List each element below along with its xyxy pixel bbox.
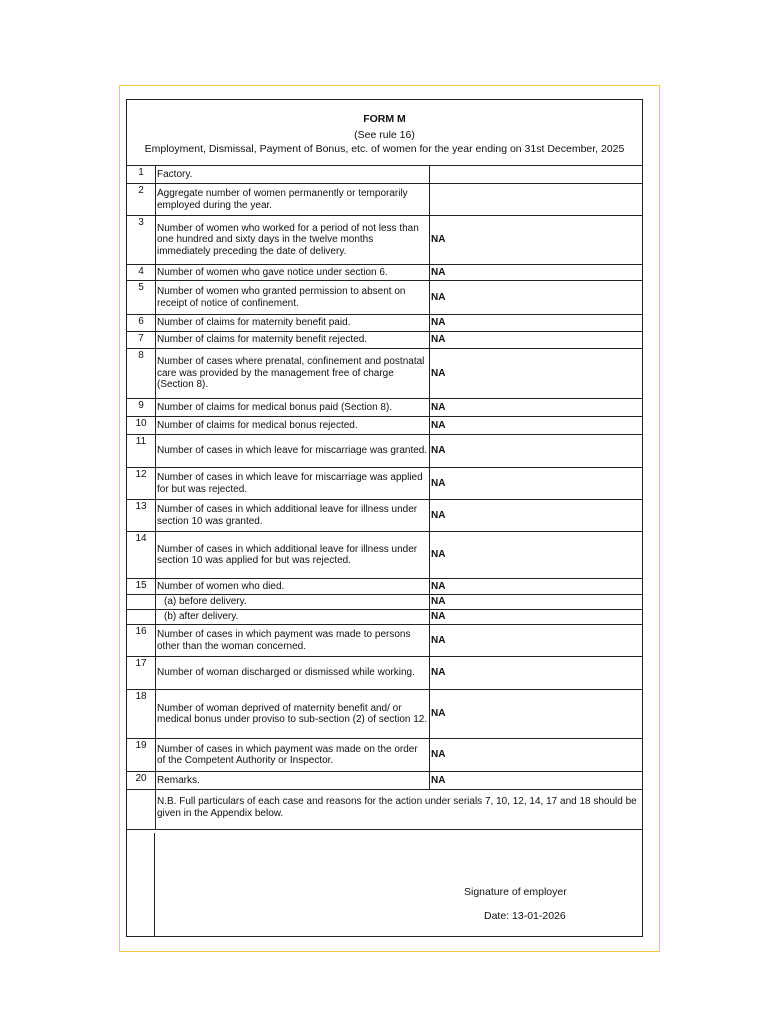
row-value: NA <box>430 579 643 595</box>
row-value: NA <box>430 739 643 772</box>
row-value: NA <box>430 435 643 468</box>
row-number: 19 <box>127 739 156 772</box>
row-description: Number of woman deprived of maternity benefit and/ or medical bonus under proviso to sub-section (2) of section 12. <box>156 690 430 739</box>
row-description: Number of cases in which payment was made to persons other than the woman concerned. <box>156 625 430 657</box>
rule-reference: (See rule 16) <box>354 129 415 141</box>
row-value: NA <box>430 281 643 315</box>
row-number: 16 <box>127 625 156 657</box>
row-number: 1 <box>127 166 156 184</box>
row-number <box>127 595 156 610</box>
row-number: 8 <box>127 349 156 399</box>
table-row <box>127 349 642 399</box>
row-value: NA <box>430 500 643 532</box>
table-row <box>127 435 642 468</box>
row-number: 5 <box>127 281 156 315</box>
row-number: 3 <box>127 216 156 265</box>
row-description: Number of cases in which leave for miscarriage was applied for but was rejected. <box>156 468 430 500</box>
table-row <box>127 772 642 790</box>
table-row <box>127 265 642 281</box>
form-subtitle: Employment, Dismissal, Payment of Bonus, etc. of women for the year ending on 31st December, 2025 <box>144 143 625 155</box>
form-title: FORM M <box>363 113 406 125</box>
row-value: NA <box>430 625 643 657</box>
row-value: NA <box>430 265 643 281</box>
appendix-note: N.B. Full particulars of each case and reasons for the action under serials 7, 10, 12, 14, 17 and 18 should be given in the Appendix below. <box>156 790 643 830</box>
table-row <box>127 315 642 332</box>
row-description: Number of woman discharged or dismissed while working. <box>156 657 430 690</box>
signature-date: Date: 13-01-2026 <box>484 910 566 922</box>
row-description: Number of women who gave notice under section 6. <box>156 265 430 281</box>
row-number: 20 <box>127 772 156 790</box>
table-row <box>127 595 642 610</box>
form-header <box>127 100 642 165</box>
row-description: Factory. <box>156 166 430 184</box>
row-description: Number of cases where prenatal, confinement and postnatal care was provided by the management free of charge (Section 8). <box>156 349 430 399</box>
row-number: 18 <box>127 690 156 739</box>
row-description: Number of cases in which payment was made on the order of the Competent Authority or Inspector. <box>156 739 430 772</box>
table-row <box>127 281 642 315</box>
row-value: NA <box>430 772 643 790</box>
row-value: NA <box>430 595 643 610</box>
table-row <box>127 399 642 417</box>
row-description: Remarks. <box>156 772 430 790</box>
row-value: NA <box>430 468 643 500</box>
row-value: NA <box>430 417 643 435</box>
row-value: NA <box>430 332 643 349</box>
row-value: NA <box>430 315 643 332</box>
row-description: Number of cases in which additional leave for illness under section 10 was granted. <box>156 500 430 532</box>
row-value: NA <box>430 690 643 739</box>
row-description: Number of women who worked for a period of not less than one hundred and sixty days in the twelve months immediately preceding the date of delivery. <box>156 216 430 265</box>
table-row <box>127 216 642 265</box>
row-number: 9 <box>127 399 156 417</box>
row-number: 17 <box>127 657 156 690</box>
row-number: 12 <box>127 468 156 500</box>
row-number: 7 <box>127 332 156 349</box>
table-row <box>127 184 642 216</box>
table-row <box>127 332 642 349</box>
table-row <box>127 739 642 772</box>
row-description: Number of claims for medical bonus rejected. <box>156 417 430 435</box>
row-value: NA <box>430 399 643 417</box>
row-value: NA <box>430 657 643 690</box>
row-value: NA <box>430 610 643 625</box>
table-row <box>127 500 642 532</box>
signature-area <box>127 833 642 937</box>
table-row <box>127 468 642 500</box>
table-row <box>127 690 642 739</box>
row-description: Number of cases in which leave for miscarriage was granted. <box>156 435 430 468</box>
row-description: Number of cases in which additional leave for illness under section 10 was applied for but was rejected. <box>156 532 430 579</box>
row-value <box>430 166 643 184</box>
row-value: NA <box>430 532 643 579</box>
row-description: Number of women who died. <box>156 579 430 595</box>
row-description: (a) before delivery. <box>156 595 430 610</box>
row-description: Number of claims for medical bonus paid (Section 8). <box>156 399 430 417</box>
row-number: 2 <box>127 184 156 216</box>
row-description: Number of claims for maternity benefit paid. <box>156 315 430 332</box>
table-row <box>127 610 642 625</box>
row-value <box>430 184 643 216</box>
row-value: NA <box>430 216 643 265</box>
row-value: NA <box>430 349 643 399</box>
row-number: 6 <box>127 315 156 332</box>
row-number: 15 <box>127 579 156 595</box>
table-row <box>127 625 642 657</box>
form-table <box>127 165 642 830</box>
table-row <box>127 532 642 579</box>
table-row <box>127 579 642 595</box>
row-description: (b) after delivery. <box>156 610 430 625</box>
form-m-document <box>126 99 643 937</box>
row-number <box>127 610 156 625</box>
row-description: Number of women who granted permission to absent on receipt of notice of confinement. <box>156 281 430 315</box>
note-row <box>127 790 642 830</box>
row-number: 13 <box>127 500 156 532</box>
row-number: 4 <box>127 265 156 281</box>
signature-label: Signature of employer <box>464 886 567 898</box>
row-number: 11 <box>127 435 156 468</box>
row-description: Aggregate number of women permanently or temporarily employed during the year. <box>156 184 430 216</box>
table-row <box>127 657 642 690</box>
row-number: 10 <box>127 417 156 435</box>
table-row <box>127 417 642 435</box>
table-row <box>127 166 642 184</box>
row-description: Number of claims for maternity benefit rejected. <box>156 332 430 349</box>
divider <box>154 833 155 937</box>
row-number: 14 <box>127 532 156 579</box>
